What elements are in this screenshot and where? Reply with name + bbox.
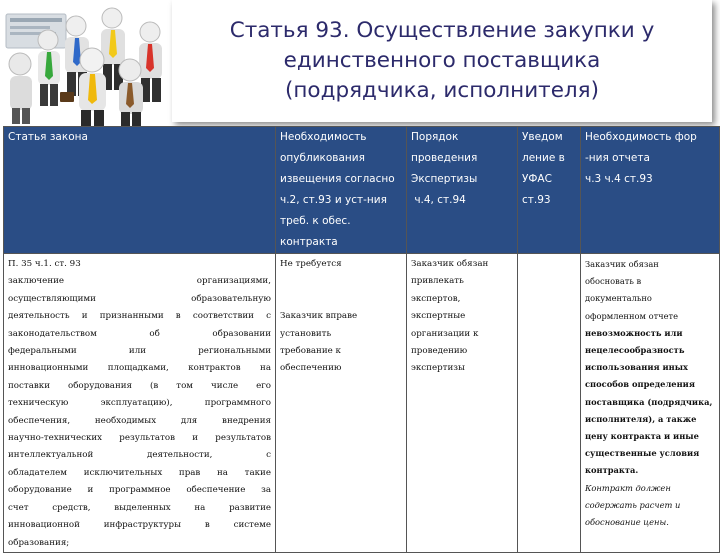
header-expertise-procedure: Порядок проведения Экспертизы ч.4, ст.94 bbox=[407, 127, 518, 254]
title-line-1: Статья 93. Осуществление закупки у bbox=[229, 18, 655, 43]
expertise-cell: Заказчик обязан привлекать экспертов, экспертные организации к проведению экспертизы bbox=[407, 254, 518, 553]
ufas-cell bbox=[518, 254, 581, 553]
notification-cell: Не требуется Заказчик вправе установить требование к обеспечению bbox=[276, 254, 407, 553]
header-report-required: Необходимость фор -ния отчета ч.3 ч.4 ст.93 bbox=[581, 127, 720, 254]
table-row bbox=[4, 254, 720, 553]
title-box bbox=[172, 0, 712, 122]
procurement-table bbox=[3, 126, 720, 553]
business-people-illustration bbox=[0, 0, 176, 126]
header-notification-required: Необходимость опубликования извещения согласно ч.2, ст.93 и уст-ния треб. к обес. контракта bbox=[276, 127, 407, 254]
title-line-2: единственного поставщика bbox=[283, 48, 601, 73]
report-cell: Заказчик обязан обосновать в документально оформленном отчете невозможность или нецелесообразность использования иных способов определения поставщика (подрядчика, исполнителя), а также цену контракта и иные существенные условия контракта. Контракт должен содержать расчет и обоснование цены. bbox=[581, 254, 720, 553]
header-law-article: Статья закона bbox=[4, 127, 276, 254]
header-row bbox=[4, 127, 720, 254]
header-ufas-notice: Уведом ление в УФАС ст.93 bbox=[518, 127, 581, 254]
law-text-cell: П. 35 ч.1. ст. 93 заключение организациями, осуществляющими образовательную деятельность и признанными в соответствии с законодательством об образовании федеральными или региональными инновационными площадками, контрактов на поставки оборудования (в том числе его техническую эксплуатацию), программного обеспечения, необходимых для внедрения научно-технических результатов и результатов интеллектуальной деятельности, с обладателем исключительных прав на такие оборудование и программное обеспечение за счет средств, выделенных на развитие инновационной инфраструктуры в системе образования; bbox=[4, 254, 276, 553]
title-line-3: (подрядчика, исполнителя) bbox=[284, 78, 599, 103]
